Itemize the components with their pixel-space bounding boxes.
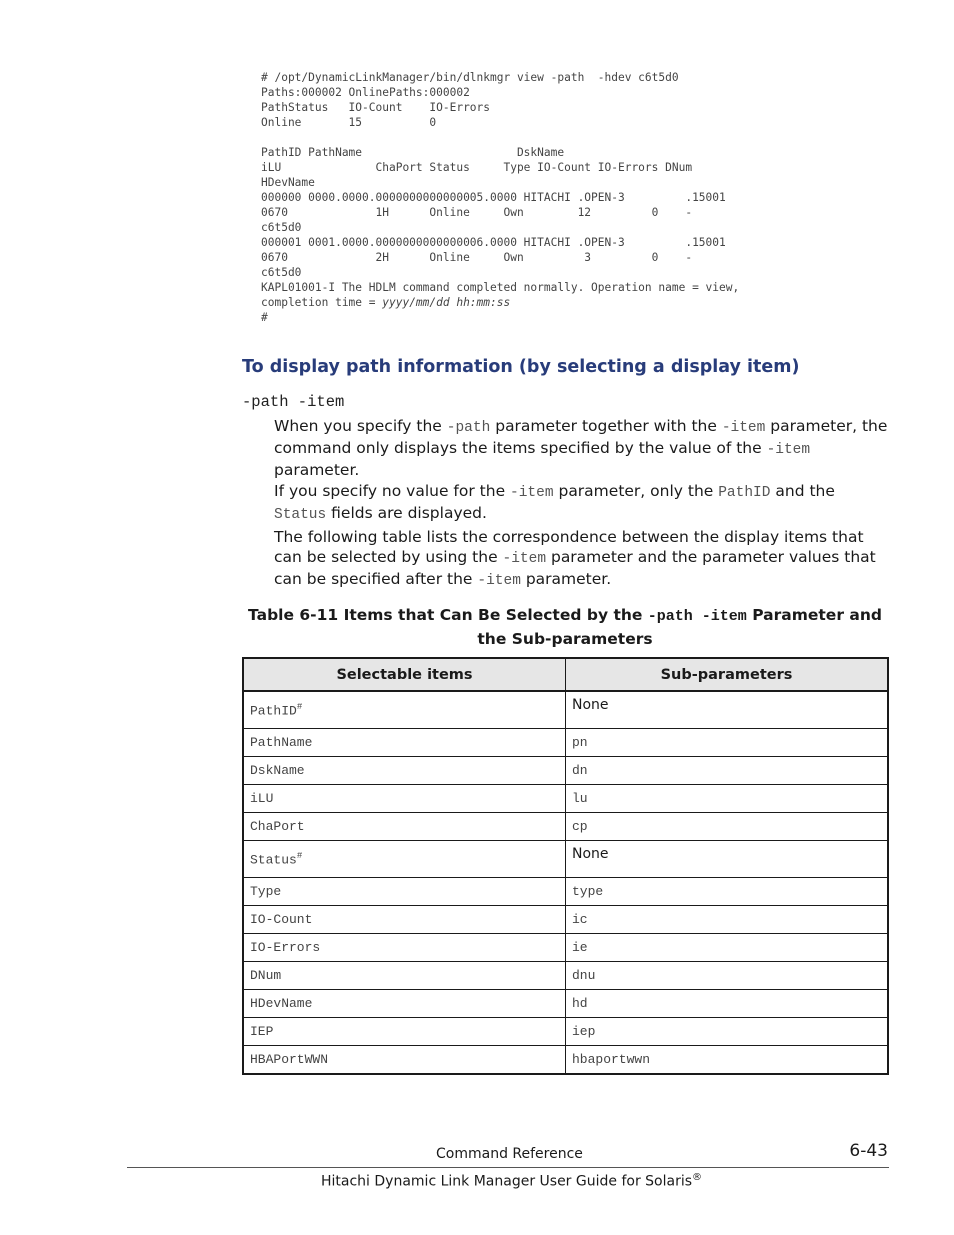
footer-divider — [127, 1167, 889, 1168]
table-caption — [242, 604, 888, 650]
text: fields are displayed. — [326, 504, 487, 522]
table-row — [243, 1018, 888, 1046]
code-line: KAPL01001-I The HDLM command completed normally. Operation name = view, — [261, 281, 740, 294]
selectable-item: HBAPortWWN — [243, 1046, 566, 1075]
table-row — [243, 906, 888, 934]
caption-text: Parameter and the Sub-parameters — [477, 606, 882, 648]
sub-parameter: hbaportwwn — [566, 1046, 889, 1075]
code-line: 0670 2H Online Own 3 0 - — [261, 251, 693, 264]
sub-parameter: type — [566, 878, 889, 906]
paragraph-item-description — [274, 416, 892, 480]
header-selectable-items: Selectable items — [243, 658, 566, 691]
text: parameter together with the — [490, 417, 722, 435]
sub-parameter: hd — [566, 990, 889, 1018]
code-line: 000001 0001.0000.0000000000000006.0000 HITACHI .OPEN-3 .15001 — [261, 236, 726, 249]
sub-parameter: None — [566, 691, 889, 729]
code-line — [261, 130, 821, 145]
sub-parameter: pn — [566, 729, 889, 757]
code-line: 0670 1H Online Own 12 0 - — [261, 206, 693, 219]
table-row — [243, 691, 888, 729]
text: parameter. — [520, 570, 612, 588]
code-line: # /opt/DynamicLinkManager/bin/dlnkmgr view -path -hdev c6t5d0 — [261, 71, 679, 84]
table-row — [243, 1046, 888, 1075]
table-row — [243, 934, 888, 962]
param-name: -item — [721, 420, 766, 436]
selectable-item: IEP — [243, 1018, 566, 1046]
registered-mark: ® — [692, 1172, 703, 1183]
code-line: 000000 0000.0000.0000000000000005.0000 HITACHI .OPEN-3 .15001 — [261, 191, 726, 204]
selectable-item: IO-Count — [243, 906, 566, 934]
code-line: c6t5d0 — [261, 221, 302, 234]
code-line: Paths:000002 OnlinePaths:000002 — [261, 86, 470, 99]
code-line-completion — [261, 295, 821, 310]
text: and the — [770, 482, 835, 500]
text: parameter and the parameter values that can be specified after the — [274, 548, 876, 588]
table-row — [243, 813, 888, 841]
footnote-mark: # — [296, 701, 303, 712]
section-heading: To display path information (by selecting a display item) — [242, 357, 800, 377]
syntax-line: -path -item — [242, 393, 345, 411]
text: When you specify the — [274, 417, 447, 435]
selectable-item — [243, 691, 566, 729]
table-row — [243, 878, 888, 906]
sub-parameter: ie — [566, 934, 889, 962]
items-table — [242, 657, 889, 1075]
header-sub-parameters: Sub-parameters — [566, 658, 889, 691]
paragraph-default-fields — [274, 481, 892, 525]
text: parameter, only the — [553, 482, 719, 500]
sub-parameter: dnu — [566, 962, 889, 990]
selectable-item: PathName — [243, 729, 566, 757]
selectable-item: DNum — [243, 962, 566, 990]
command-output-example — [261, 70, 821, 325]
footer-section-name: Command Reference — [436, 1146, 583, 1162]
text: parameter, the command only displays the items specified by the value of the — [274, 417, 888, 457]
completion-prefix: completion time = — [261, 296, 383, 309]
field-name: PathID — [718, 485, 771, 501]
document-title: Hitachi Dynamic Link Manager User Guide for Solaris — [321, 1173, 693, 1190]
selectable-item: Type — [243, 878, 566, 906]
code-line: PathStatus IO-Count IO-Errors — [261, 101, 491, 114]
paragraph-table-intro — [274, 527, 892, 591]
selectable-item: HDevName — [243, 990, 566, 1018]
selectable-item: iLU — [243, 785, 566, 813]
completion-time-placeholder: yyyy/mm/dd hh:mm:ss — [382, 296, 511, 309]
code-line: c6t5d0 — [261, 266, 302, 279]
table-row — [243, 841, 888, 878]
footnote-mark: # — [296, 850, 303, 861]
code-line: Online 15 0 — [261, 116, 437, 129]
code-line: PathID PathName DskName — [261, 146, 565, 159]
table-row — [243, 785, 888, 813]
table-row — [243, 962, 888, 990]
param-name: -item — [502, 551, 547, 567]
caption-text: Table 6-11 Items that Can Be Selected by the — [248, 606, 648, 624]
field-name: Status — [274, 507, 327, 523]
table-row — [243, 757, 888, 785]
param-name: -item — [477, 573, 521, 589]
footer-document-title — [321, 1172, 702, 1190]
sub-parameter: cp — [566, 813, 889, 841]
param-name: -item — [766, 442, 811, 458]
sub-parameter: None — [566, 841, 889, 878]
code-line: iLU ChaPort Status Type IO-Count IO-Errors DNum — [261, 161, 693, 174]
selectable-item — [243, 841, 566, 878]
text: The following table lists the correspondence between the display items that can be selected by using the — [274, 528, 864, 566]
selectable-item: DskName — [243, 757, 566, 785]
selectable-item: ChaPort — [243, 813, 566, 841]
item-name: PathID — [250, 703, 297, 719]
sub-parameter: dn — [566, 757, 889, 785]
item-name: Status — [250, 852, 297, 868]
selectable-item: IO-Errors — [243, 934, 566, 962]
sub-parameter: iep — [566, 1018, 889, 1046]
table-row — [243, 990, 888, 1018]
text: If you specify no value for the — [274, 482, 511, 500]
text: parameter. — [274, 461, 360, 479]
param-name: -item — [510, 485, 554, 501]
code-prompt: # — [261, 311, 268, 324]
table-header-row — [243, 658, 888, 691]
code-line: HDevName — [261, 176, 315, 189]
page-number: 6-43 — [849, 1141, 888, 1161]
sub-parameter: lu — [566, 785, 889, 813]
param-name: -path — [446, 420, 491, 436]
caption-param: -path -item — [647, 608, 747, 625]
sub-parameter: ic — [566, 906, 889, 934]
table-row — [243, 729, 888, 757]
